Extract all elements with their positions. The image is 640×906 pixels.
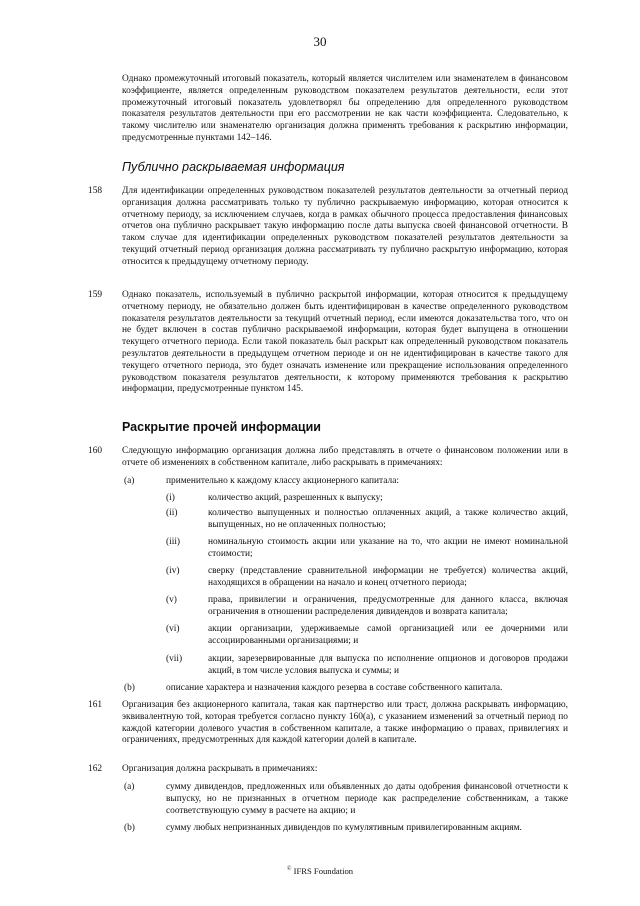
paragraph-159: Однако показатель, используемый в публично раскрытой информации, которая относится к предыдущему отчетному периоду, не обязательно должен быть идентифицирован в качестве определенного руководством показателя результатов деятельности за текущий отчетный период, если имеются доказательства того, что он не будет включен в состав публично раскрываемой информации, которая будет выпущена в отношении текущего отчетного периода. Если такой показатель был раскрыт как определенный руководством показатель результатов деятельности в предыдущем отчетном периоде и он не идентифицирован в качестве такого для текущего отчетного периода, это будет означать изменение или прекращение использования определенного руководством показателя результатов деятельности, к которому применяются требования к раскрытию информации, предусмотренные пунктом 145. [122,290,568,395]
paragraph-160: Следующую информацию организация должна либо представлять в отчете о финансовом положении или в отчете об изменениях в собственном капитале, либо раскрывать в примечаниях: [122,446,568,468]
heading-public-info: Публично раскрываемая информация [122,160,345,174]
subitem-label: (iii) [166,537,181,547]
subitem-label: (v) [166,595,177,605]
subitem-label: (vi) [166,624,180,634]
item-160b: описание характера и назначения каждого резерва в составе собственного капитала. [166,683,503,693]
item-label-160a: (a) [124,476,135,486]
subitem-text: количество акций, разрешенных к выпуску; [208,493,383,503]
item-label-162a: (a) [124,782,135,792]
paragraph-number-162: 162 [88,764,103,774]
subitem-label: (i) [166,493,175,503]
item-162b: сумму любых непризнанных дивидендов по кумулятивным привилегированным акциям. [166,823,522,833]
paragraph-161: Организация без акционерного капитала, такая как партнерство или траст, должна раскрывать информацию, эквивалентную той, которая требуется согласно пункту 160(a), с указанием изменений за отчетный период по каждой категории долевого участия в собственном капитале, а также информацию о правах, привилегиях и ограничениях, предусмотренных для каждой категории долей в капитале. [122,700,568,746]
paragraph-162: Организация должна раскрывать в примечаниях: [122,764,318,774]
paragraph-158: Для идентификации определенных руководством показателей результатов деятельности за отчетный период организация должна рассматривать только ту публично раскрываемую информацию, которая относится к отчетному периоду, за исключением случаев, когда в рамках обычного процесса предоставления финансовых отчетов она публично раскрывает такую информацию после даты выпуска своей финансовой отчетности. В таком случае для идентификации определенных руководством показателей результатов деятельности за текущий отчетный период организация должна рассматривать ту публично раскрытую информацию, которая относится к предыдущему отчетному периоду. [122,186,568,267]
item-label-160b: (b) [124,683,135,693]
subitem-text: акции, зарезервированные для выпуска по исполнение опционов и договоров продажи акций, в том числе условия выпуска и суммы; и [208,654,568,676]
copyright-symbol: © [286,866,292,873]
page-number: 30 [313,34,327,49]
paragraph-number-158: 158 [88,186,103,196]
item-160a: применительно к каждому классу акционерного капитала: [166,476,399,486]
subitem-text: акции организации, удерживаемые самой организацией или ее дочерними или ассоциированными организациями; и [208,624,568,646]
subitem-text: сверку (представление сравнительной информации не требуется) количества акций, находящихся в обращении на начало и конец отчетного периода; [208,566,568,588]
subitem-label: (ii) [166,508,178,518]
footer-copyright [0,866,640,876]
subitem-text: количество выпущенных и полностью оплаченных акций, а также количество акций, выпущенных, но не оплаченных полностью; [208,508,568,530]
paragraph-number-161: 161 [88,700,103,710]
subitem-label: (iv) [166,566,180,576]
heading-other-info: Раскрытие прочей информации [122,420,321,434]
subitem-label: (vii) [166,654,183,664]
paragraph-number-160: 160 [88,446,103,456]
item-label-162b: (b) [124,823,135,833]
subitem-text: номинальную стоимость акции или указание на то, что акции не имеют номинальной стоимости; [208,537,568,559]
paragraph-number-159: 159 [88,290,103,300]
item-162a: сумму дивидендов, предложенных или объявленных до даты одобрения финансовой отчетности к выпуску, но не признанных в отчетном периоде как распределение собственникам, а также соответствующую сумму в расчете на акцию; и [166,782,568,816]
footer-text: IFRS Foundation [293,866,354,876]
intro-paragraph: Однако промежуточный итоговый показатель, который является числителем или знаменателем в финансовом коэффициенте, является определенным руководством показателем результатов деятельности, если этот промежуточный итоговый показатель удовлетворял бы определению для определенного руководством показателя результатов деятельности при его рассмотрении не как части коэффициента. Следовательно, к такому числителю или знаменателю организация должна применять требования к раскрытию информации, предусмотренные пунктами 142–146. [122,74,568,143]
subitem-text: права, привилегии и ограничения, предусмотренные для данного класса, включая ограничения в отношении распределения дивидендов и возврата капитала; [208,595,568,617]
